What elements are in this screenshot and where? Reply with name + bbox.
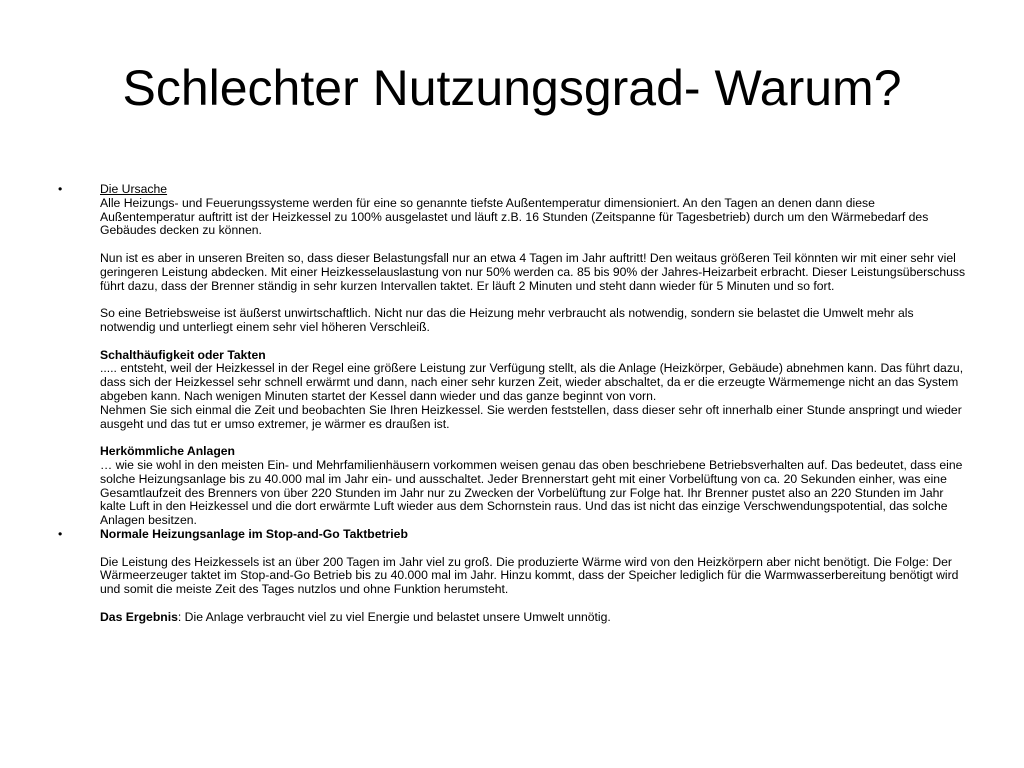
cause-paragraph-1: Alle Heizungs- und Feuerungssysteme werden für eine so genannte tiefste Außentemperatur dimensioniert. An den Tagen an denen dann diese Außentemperatur auftritt ist der Heizkessel zu 100% ausgelastet und läuft z.B. 16 Stunden (Zeitspanne für Tagesbetrieb) durch um den Wärmebedarf des Gebäudes decken zu können. — [100, 195, 929, 238]
bullet-item-cause — [58, 183, 970, 528]
bullet-heading-cause: Die Ursache — [100, 182, 168, 196]
switching-paragraph-2: Nehmen Sie sich einmal die Zeit und beobachten Sie Ihren Heizkessel. Sie werden feststellen, dass dieser sehr oft innerhalb einer Stunde anspringt und wieder ausgeht und das tut er umso extremer, je wärmer es draußen ist. — [100, 402, 962, 431]
bullet-heading-stop-and-go: Normale Heizungsanlage im Stop-and-Go Taktbetrieb — [100, 526, 408, 541]
cause-paragraph-3: So eine Betriebsweise ist äußerst unwirtschaftlich. Nicht nur das die Heizung mehr verbraucht als notwendig, sondern sie belastet die Umwelt mehr als notwendig und unterliegt einem sehr viel höheren Verschleiß. — [100, 306, 914, 334]
result-label: Das Ergebnis — [100, 609, 178, 624]
slide-title: Schlechter Nutzungsgrad- Warum? — [122, 60, 902, 116]
subheading-conventional-systems: Herkömmliche Anlagen — [100, 444, 236, 459]
subheading-switching-frequency: Schalthäufigkeit oder Takten — [100, 347, 266, 362]
bullet-dot: • — [58, 526, 63, 541]
result-paragraph — [100, 611, 970, 625]
slide-body — [58, 183, 970, 625]
switching-paragraph-1: ..... entsteht, weil der Heizkessel in der Regel eine größere Leistung zur Verfügung stellt, als die Anlage (Heizkörper, Gebäude) abnehmen kann. Das führt dazu, dass sich der Heizkessel sehr schnell erwärmt und dann, nach einer sehr kurzen Zeit, wieder abschaltet, da er die erzeugte Wärmemenge nicht an das System abgeben kann. Nach wenigen Minuten startet der Kessel dann wieder und das ganze beginnt von vorn. — [100, 361, 964, 403]
conventional-paragraph-1: … wie sie wohl in den meisten Ein- und Mehrfamilienhäusern vorkommen weisen genau das oben beschriebene Betriebsverhalten auf. Das bedeutet, dass eine solche Heizungsanlage bis zu 40.000 mal im Jahr ein- und ausschaltet. Jeder Brennerstart geht mit einer Vorbelüftung von ca. 20 Sekunden einher, was eine Gesamtlaufzeit des Brenners von über 220 Stunden im Jahr nur zu Zwecken der Vorbelüftung zur Folge hat. Ihr Brenner pustet also an 220 Stunden im Jahr kalte Luft in den Heizkessel und die dort erwärmte Luft wieder aus dem Schornstein raus. Und das ist nicht das einzige Verschwendungspotential, das solche Anlagen besitzen. — [100, 457, 963, 528]
bullet-item-stop-and-go — [58, 528, 970, 625]
bullet-dot: • — [58, 182, 63, 196]
stop-and-go-paragraph-1: Die Leistung des Heizkessels ist an über 200 Tagen im Jahr viel zu groß. Die produzierte Wärme wird von den Heizkörpern aber nicht benötigt. Die Folge: Der Wärmeerzeuger taktet im Stop-and-Go Betrieb bis zu 40.000 mal im Jahr. Hinzu kommt, dass der Speicher lediglich für die Warmwasserbereitung benötigt wird und somit die meiste Zeit des Tages nutzlos und ohne Funktion herumsteht. — [100, 554, 959, 597]
cause-paragraph-2: Nun ist es aber in unseren Breiten so, dass dieser Belastungsfall nur an etwa 4 Tagen im Jahr auftritt! Den weitaus größeren Teil könnten wir mit einer sehr viel geringeren Leistung abdecken. Mit einer Heizkesselauslastung von nur 50% werden ca. 85 bis 90% der Jahres-Heizarbeit erbracht. Dieser Leistungsüberschuss führt dazu, dass der Brenner ständig in sehr kurzen Intervallen taktet. Er läuft 2 Minuten und steht dann wieder für 5 Minuten und so fort. — [100, 250, 966, 293]
result-text: : Die Anlage verbraucht viel zu viel Energie und belastet unsere Umwelt unnötig. — [177, 609, 611, 624]
